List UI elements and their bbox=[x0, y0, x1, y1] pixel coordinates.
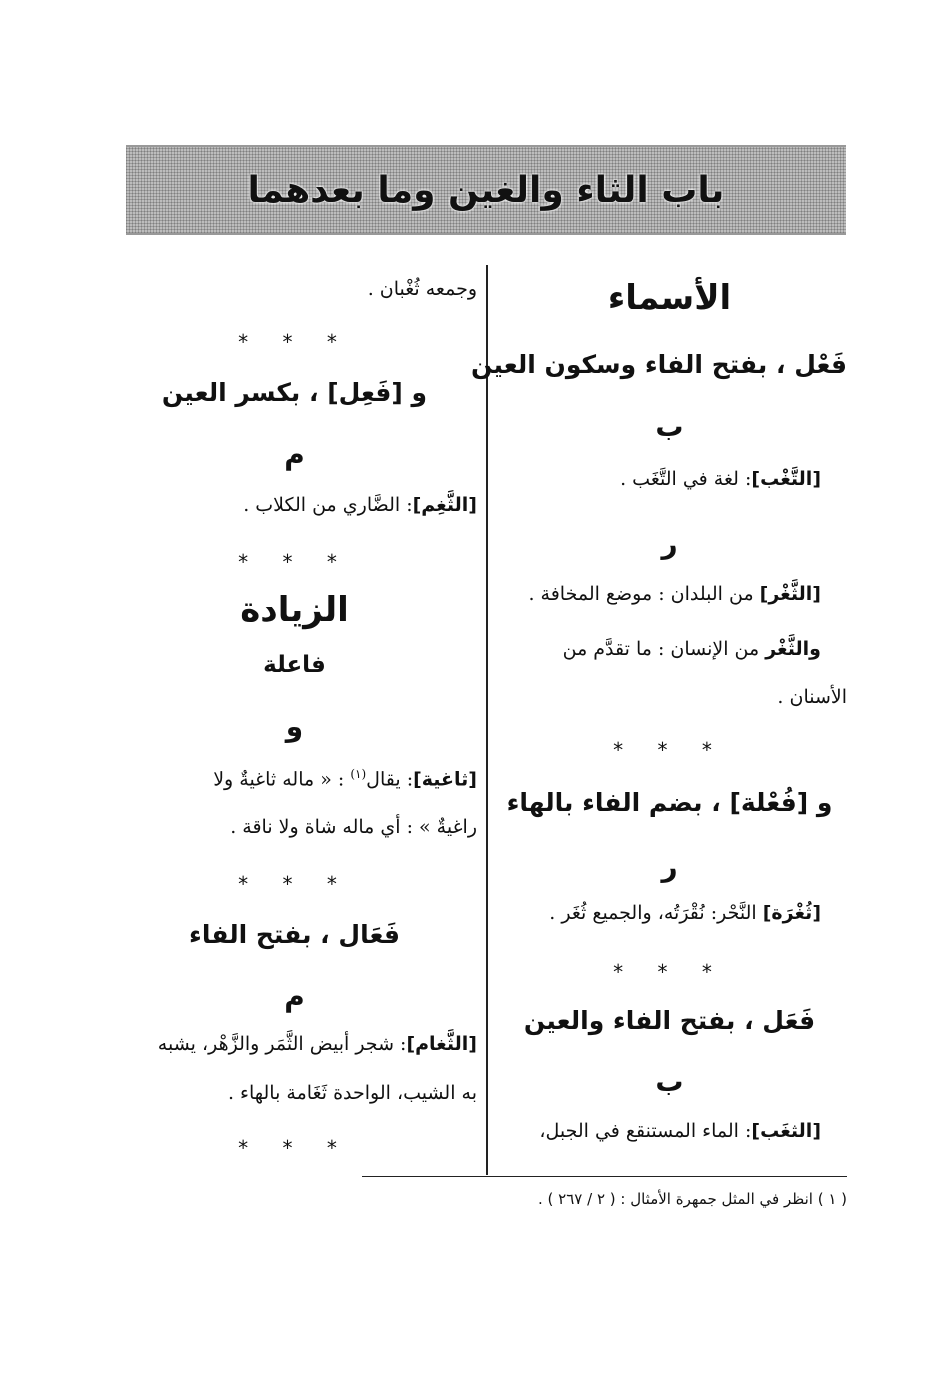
entry-thaghr-buldan bbox=[492, 583, 847, 605]
entry-head: [التَّغْب] bbox=[751, 468, 821, 490]
root-letter-ba: ب bbox=[655, 410, 684, 443]
column-divider bbox=[486, 265, 488, 1175]
pattern-heading-fail: و [فَعِل] ، بكسر العين bbox=[161, 378, 428, 407]
entry-head: [ثاغية] bbox=[413, 768, 477, 791]
section-heading-asmaa: الأسماء bbox=[607, 278, 732, 318]
section-heading-ziyada: الزيادة bbox=[240, 590, 349, 630]
entry-text: : الضَّاري من الكلاب . bbox=[243, 494, 413, 516]
chapter-title: باب الثاء والغين وما بعدهما bbox=[247, 169, 725, 211]
entry-text: : لغة في التَّغَب . bbox=[620, 468, 752, 490]
separator-stars: * * * bbox=[238, 330, 351, 354]
separator-stars: * * * bbox=[238, 550, 351, 574]
entry-thaghab bbox=[492, 1120, 847, 1142]
entry-head: [الثغَب] bbox=[751, 1120, 821, 1142]
entry-continuation: وجمعه ثُغْبان . bbox=[367, 278, 477, 300]
entry-text: من البلدان : موضع المخافة . bbox=[528, 583, 760, 605]
separator-stars: * * * bbox=[613, 960, 726, 984]
entry-taghb bbox=[492, 468, 847, 490]
entry-thaghiya bbox=[112, 767, 477, 790]
entry-thaghiya-cont: راغيةٌ » : أي ماله شاة ولا ناقة . bbox=[230, 816, 477, 838]
entry-head: والثَّغْر bbox=[765, 638, 821, 660]
chapter-banner bbox=[126, 145, 846, 235]
entry-text: النَّحْر: نُقْرَتُه، والجميع ثُغَر . bbox=[549, 902, 763, 924]
pattern-heading-faal2: فَعَل ، بفتح الفاء والعين bbox=[523, 1006, 816, 1035]
entry-head: [الثَّغِم] bbox=[412, 494, 477, 516]
entry-thaghaam bbox=[112, 1033, 477, 1055]
footnote-rule bbox=[362, 1176, 847, 1177]
root-letter-waw: و bbox=[285, 710, 304, 743]
entry-head: [الثَّغْر] bbox=[759, 583, 821, 605]
entry-thaghaam-cont: به الشيب، الواحدة ثَغَامة بالهاء . bbox=[227, 1082, 477, 1104]
separator-stars: * * * bbox=[238, 1136, 351, 1160]
root-letter-mim: م bbox=[284, 438, 305, 471]
pattern-heading-faal: فَعْل ، بفتح الفاء وسكون العين bbox=[471, 350, 847, 379]
entry-text: : يقال bbox=[366, 768, 414, 791]
entry-head: [الثَّغام] bbox=[406, 1033, 477, 1055]
entry-thaghim bbox=[112, 494, 477, 516]
separator-stars: * * * bbox=[238, 872, 351, 896]
separator-stars: * * * bbox=[613, 738, 726, 762]
entry-text: : شجر أبيض الثَّمَر والزَّهْر، يشبه bbox=[157, 1033, 407, 1055]
entry-thaghr-cont: الأسنان . bbox=[777, 686, 847, 708]
pattern-heading-fula: و [فُعْلة] ، بضم الفاء بالهاء bbox=[506, 788, 833, 817]
footnote: ( ١ ) انظر في المثل جمهرة الأمثال : ( ٢ / ٢٦٧ ) . bbox=[538, 1190, 847, 1208]
pattern-heading-faila: فاعلة bbox=[263, 652, 326, 678]
entry-thaghr-insan bbox=[492, 638, 847, 660]
root-letter-ra: ر bbox=[661, 850, 678, 883]
entry-text: من الإنسان : ما تقدَّم من bbox=[562, 638, 766, 660]
entry-text: : « ماله ثاغيةٌ ولا bbox=[213, 768, 351, 791]
entry-thughra bbox=[492, 902, 847, 924]
root-letter-mim: م bbox=[284, 980, 305, 1013]
root-letter-ba: ب bbox=[655, 1065, 684, 1098]
entry-text: : الماء المستنقع في الجبل، bbox=[539, 1120, 752, 1142]
pattern-heading-faal3: فَعَال ، بفتح الفاء bbox=[189, 920, 400, 949]
footnote-ref: (١) bbox=[350, 767, 367, 781]
root-letter-ra: ر bbox=[661, 527, 678, 560]
entry-head: [ثُغْرَة] bbox=[762, 902, 821, 924]
